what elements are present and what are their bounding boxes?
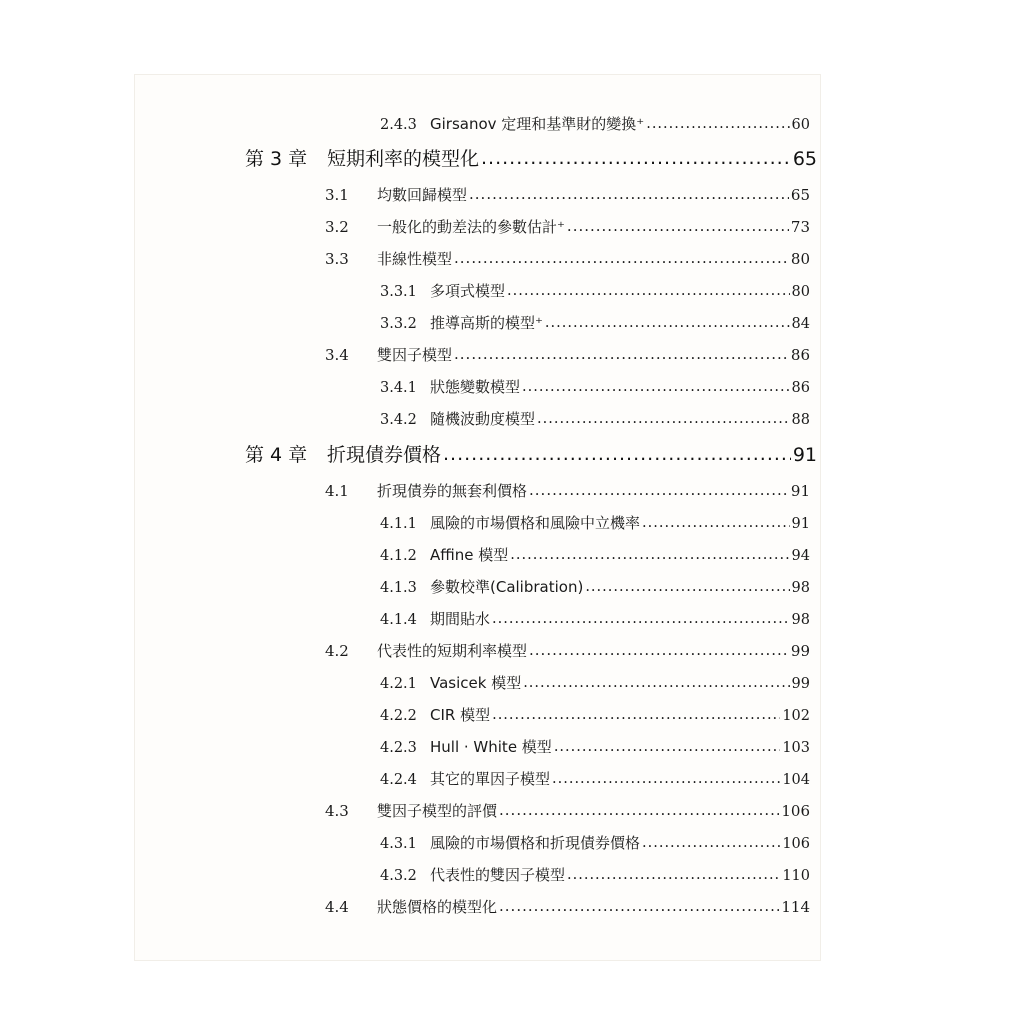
toc-entry-number: 4.2.1 bbox=[380, 676, 417, 692]
toc-dot-leader bbox=[567, 219, 789, 234]
toc-entry-title: Girsanov 定理和基準財的變換⁺ bbox=[430, 115, 645, 133]
toc-entry-title: CIR 模型 bbox=[430, 706, 491, 724]
toc-entry-number: 3.3 bbox=[325, 250, 349, 268]
toc-entry-title: 代表性的短期利率模型 bbox=[377, 642, 528, 660]
toc-entry-page-number: 86 bbox=[790, 346, 810, 364]
toc-entry-number: 3.4.1 bbox=[380, 380, 417, 396]
toc-entry-title: 期間貼水 bbox=[430, 610, 491, 628]
toc-entry-page-number: 110 bbox=[782, 868, 810, 884]
toc-entry-title: Hull · White 模型 bbox=[430, 738, 552, 756]
toc-entry-title: 參數校準(Calibration) bbox=[430, 578, 584, 596]
toc-entry-title: 折現債券價格 bbox=[327, 444, 442, 466]
toc-entry-number: 4.2 bbox=[325, 642, 349, 660]
toc-entry-page-number: 106 bbox=[782, 836, 810, 852]
toc-dot-leader bbox=[545, 316, 790, 331]
toc-subsection-entry bbox=[380, 612, 810, 628]
toc-subsection-entry bbox=[380, 740, 810, 756]
toc-subsection-entry bbox=[380, 772, 810, 788]
toc-entry-title: 雙因子模型的評價 bbox=[377, 802, 498, 820]
toc-dot-leader bbox=[529, 483, 789, 498]
toc-entry-number: 4.3.1 bbox=[380, 836, 417, 852]
toc-entry-title: 均數回歸模型 bbox=[377, 186, 468, 204]
toc-entry-page-number: 86 bbox=[791, 380, 810, 396]
toc-subsection-entry bbox=[380, 868, 810, 884]
toc-dot-leader bbox=[523, 676, 789, 691]
toc-dot-leader bbox=[585, 580, 789, 595]
toc-entry-number: 4.3.2 bbox=[380, 868, 417, 884]
toc-dot-leader bbox=[552, 772, 780, 787]
toc-section-entry bbox=[325, 220, 810, 235]
toc-subsection-entry bbox=[380, 284, 810, 300]
toc-subsection-entry bbox=[380, 708, 810, 724]
toc-section-entry bbox=[325, 188, 810, 203]
toc-dot-leader bbox=[567, 868, 780, 883]
toc-subsection-entry bbox=[380, 836, 810, 852]
toc-entry-number: 3.4 bbox=[325, 346, 349, 364]
toc-dot-leader bbox=[469, 187, 789, 202]
toc-dot-leader bbox=[537, 412, 790, 427]
toc-entry-page-number: 104 bbox=[782, 772, 810, 788]
toc-entry-number: 3.2 bbox=[325, 218, 349, 236]
toc-subsection-entry bbox=[380, 412, 810, 428]
toc-entry-number: 3.1 bbox=[325, 186, 349, 204]
toc-entry-title: 代表性的雙因子模型 bbox=[430, 866, 566, 884]
toc-dot-leader bbox=[510, 548, 789, 563]
toc-entry-page-number: 65 bbox=[790, 186, 810, 204]
toc-entry-page-number: 102 bbox=[782, 708, 810, 724]
toc-entry-page-number: 65 bbox=[792, 148, 817, 170]
toc-entry-number: 3.3.1 bbox=[380, 284, 417, 300]
toc-dot-leader bbox=[443, 445, 791, 464]
toc-entry-title: 狀態變數模型 bbox=[430, 378, 521, 396]
toc-entry-page-number: 80 bbox=[791, 284, 810, 300]
toc-entry-title: 雙因子模型 bbox=[377, 346, 453, 364]
toc-entry-number: 第 3 章 bbox=[245, 148, 308, 170]
toc-subsection-entry bbox=[380, 548, 810, 564]
toc-section-entry bbox=[325, 804, 810, 819]
toc-subsection-entry bbox=[380, 117, 810, 133]
toc-entry-title: Vasicek 模型 bbox=[430, 674, 522, 692]
toc-entry-page-number: 73 bbox=[790, 218, 810, 236]
toc-dot-leader bbox=[642, 836, 780, 851]
toc-entry-title: 狀態價格的模型化 bbox=[377, 898, 498, 916]
toc-entry-number: 4.1.4 bbox=[380, 612, 417, 628]
toc-dot-leader bbox=[642, 516, 790, 531]
toc-section-entry bbox=[325, 252, 810, 267]
toc-entry-title: 風險的市場價格和折現債券價格 bbox=[430, 834, 641, 852]
toc-entry-number: 4.2.4 bbox=[380, 772, 417, 788]
table-of-contents bbox=[135, 75, 820, 960]
toc-dot-leader bbox=[492, 708, 780, 723]
toc-entry-title: 多項式模型 bbox=[430, 282, 506, 300]
toc-entry-page-number: 114 bbox=[781, 898, 810, 916]
toc-dot-leader bbox=[522, 380, 790, 395]
toc-dot-leader bbox=[481, 149, 791, 168]
toc-entry-page-number: 91 bbox=[792, 444, 817, 466]
toc-entry-number: 4.1.2 bbox=[380, 548, 417, 564]
toc-dot-leader bbox=[507, 284, 790, 299]
toc-entry-number: 4.2.3 bbox=[380, 740, 417, 756]
toc-chapter-entry bbox=[245, 150, 817, 169]
toc-entry-page-number: 84 bbox=[791, 316, 810, 332]
toc-dot-leader bbox=[499, 899, 779, 914]
toc-entry-number: 3.3.2 bbox=[380, 316, 417, 332]
toc-entry-number: 第 4 章 bbox=[245, 444, 308, 466]
toc-dot-leader bbox=[646, 117, 789, 132]
toc-entry-page-number: 106 bbox=[781, 802, 810, 820]
toc-dot-leader bbox=[492, 612, 790, 627]
toc-section-entry bbox=[325, 484, 810, 499]
toc-entry-title: 其它的單因子模型 bbox=[430, 770, 551, 788]
toc-entry-page-number: 91 bbox=[791, 516, 810, 532]
toc-entry-page-number: 80 bbox=[790, 250, 810, 268]
toc-entry-page-number: 88 bbox=[791, 412, 810, 428]
toc-section-entry bbox=[325, 644, 810, 659]
toc-entry-page-number: 91 bbox=[790, 482, 810, 500]
toc-section-entry bbox=[325, 348, 810, 363]
toc-entry-title: 風險的市場價格和風險中立機率 bbox=[430, 514, 641, 532]
toc-entry-page-number: 103 bbox=[782, 740, 810, 756]
toc-entry-number: 2.4.3 bbox=[380, 117, 417, 133]
toc-entry-number: 4.1 bbox=[325, 482, 349, 500]
toc-entry-number: 4.3 bbox=[325, 802, 349, 820]
toc-entry-page-number: 98 bbox=[791, 612, 810, 628]
toc-entry-page-number: 99 bbox=[791, 676, 810, 692]
toc-entry-title: 一般化的動差法的參數估計⁺ bbox=[377, 218, 565, 236]
toc-chapter-entry bbox=[245, 446, 817, 465]
toc-entry-number: 3.4.2 bbox=[380, 412, 417, 428]
toc-entry-title: 隨機波動度模型 bbox=[430, 410, 536, 428]
toc-entry-page-number: 94 bbox=[791, 548, 810, 564]
toc-subsection-entry bbox=[380, 380, 810, 396]
toc-entry-number: 4.1.1 bbox=[380, 516, 417, 532]
toc-entry-number: 4.1.3 bbox=[380, 580, 417, 596]
toc-subsection-entry bbox=[380, 676, 810, 692]
toc-subsection-entry bbox=[380, 516, 810, 532]
toc-entry-page-number: 99 bbox=[790, 642, 810, 660]
toc-subsection-entry bbox=[380, 580, 810, 596]
toc-entry-number: 4.4 bbox=[325, 898, 349, 916]
toc-dot-leader bbox=[554, 740, 781, 755]
toc-entry-title: 推導高斯的模型⁺ bbox=[430, 314, 543, 332]
toc-dot-leader bbox=[454, 347, 789, 362]
toc-subsection-entry bbox=[380, 316, 810, 332]
toc-dot-leader bbox=[454, 251, 789, 266]
toc-entry-title: 折現債券的無套利價格 bbox=[377, 482, 528, 500]
book-page bbox=[135, 75, 820, 960]
toc-section-entry bbox=[325, 900, 810, 915]
toc-entry-title: 短期利率的模型化 bbox=[327, 148, 480, 170]
toc-entry-page-number: 98 bbox=[791, 580, 810, 596]
toc-dot-leader bbox=[529, 643, 789, 658]
toc-entry-title: Affine 模型 bbox=[430, 546, 509, 564]
toc-dot-leader bbox=[499, 803, 779, 818]
toc-entry-title: 非線性模型 bbox=[377, 250, 453, 268]
toc-entry-number: 4.2.2 bbox=[380, 708, 417, 724]
toc-entry-page-number: 60 bbox=[791, 117, 810, 133]
